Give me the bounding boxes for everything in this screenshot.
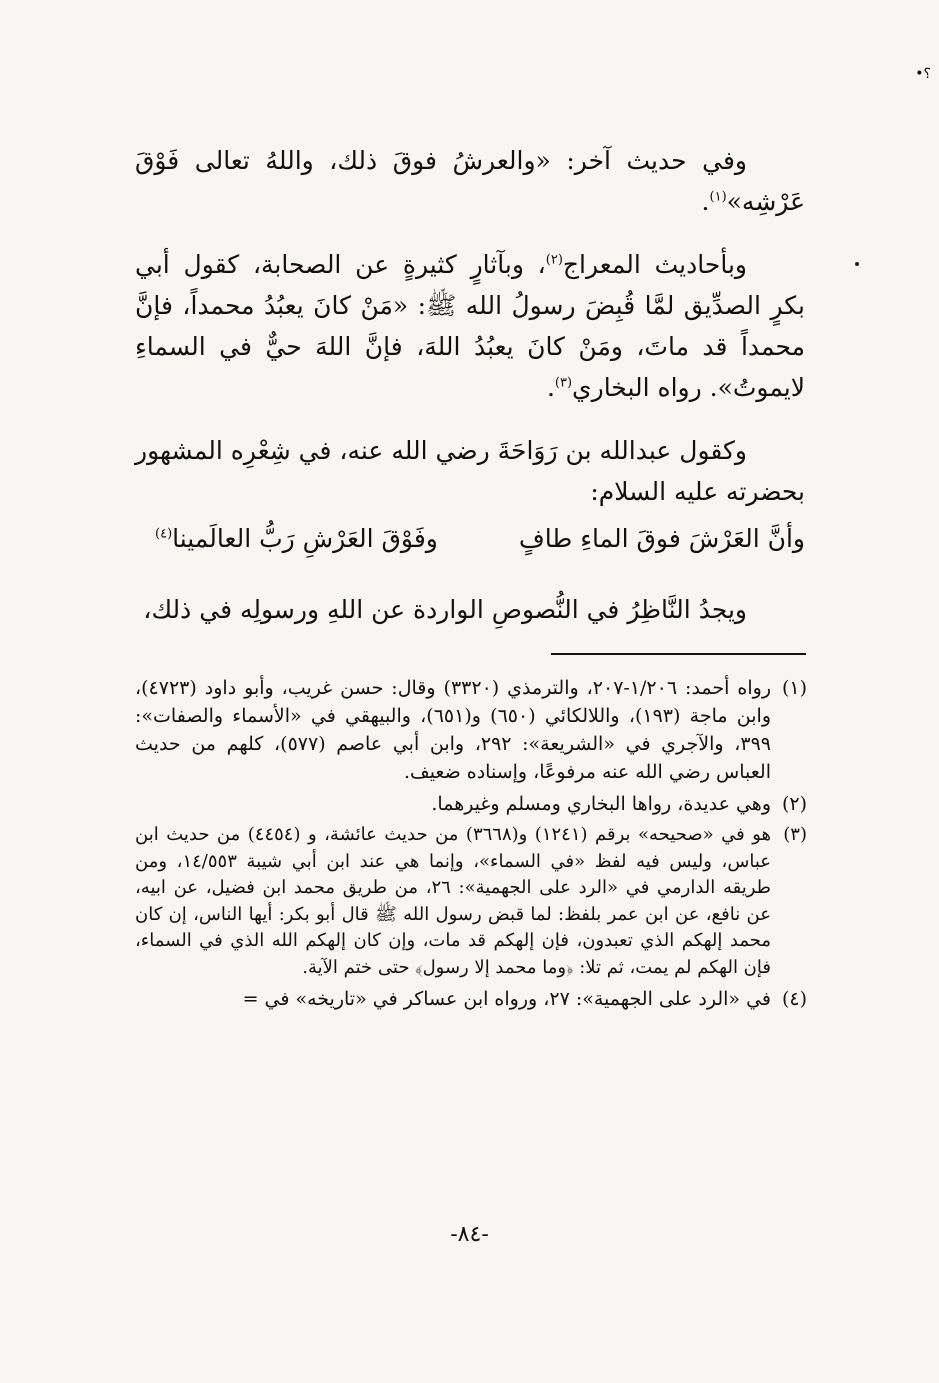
main-text xyxy=(135,140,805,652)
paragraph-2: وبأحاديث المعراج$^{(٢)}$، وبآثارٍ كثيرةٍ عن الصحابة، كقول أبي بكرٍ الصدِّيق لمَّا قُبِضَ رسولُ الله ﷺ: «مَنْ كانَ يعبُدُ محمداً، فإنَّ محمداً قد ماتَ، ومَنْ كانَ يعبُدُ اللهَ، فإنَّ اللهَ حيٌّ في السماءِ لايموتُ». رواه البخاري$^{(٣)}$. xyxy=(135,250,805,402)
footnote-ref-4[interactable]: (٤) xyxy=(155,526,173,542)
footnote-ref-1[interactable]: (١) xyxy=(709,189,727,205)
footnote-text: وهي عديدة، رواها البخاري ومسلم وغيرهما. xyxy=(431,793,771,815)
footnote-separator xyxy=(551,653,806,655)
footnote-1 xyxy=(135,674,807,786)
footnote-number: (٣) xyxy=(783,824,807,845)
footnote-number: (٢) xyxy=(781,793,807,815)
ink-speck xyxy=(855,262,859,266)
paragraph-4: ويجدُ النَّاظِرُ في النُّصوصِ الواردة عن اللهِ ورسولِه في ذلك، xyxy=(143,595,747,624)
page-number: -٨٤- xyxy=(450,1222,489,1247)
footnote-ref-3[interactable]: (٣) xyxy=(554,375,573,391)
paragraph-3: وكقول عبدالله بن رَوَاحَةَ رضي الله عنه، في شِعْرِه المشهور بحضرته عليه السلام: xyxy=(135,436,805,506)
corner-mark: ؟• xyxy=(915,66,931,82)
footnote-ref-2[interactable]: (٢) xyxy=(545,252,563,268)
paragraph-1: وفي حديث آخر: «والعرشُ فوقَ ذلك، واللهُ تعالى فَوْقَ عَرْشِه»$^{(١)}$. xyxy=(135,146,805,216)
footnote-2 xyxy=(135,790,807,818)
verse-hemistich-2: وفَوْقَ العَرْشِ رَبُّ العالَمينا$^{(٤)}$ xyxy=(155,524,438,553)
verse-hemistich-1: وأنَّ العَرْشَ فوقَ الماءِ طافٍ xyxy=(518,524,805,553)
footnote-text: في «الرد على الجهمية»: ٢٧، ورواه ابن عساكر في «تاريخه» في = xyxy=(242,988,771,1010)
poem-verse xyxy=(135,518,805,559)
footnote-number: (٤) xyxy=(781,988,807,1010)
footnotes xyxy=(135,674,807,1017)
footnote-3 xyxy=(135,822,807,981)
footnote-text: رواه أحمد: ١/٢٠٦-٢٠٧، والترمذي (٣٣٢٠) وقال: حسن غريب، وأبو داود (٤٧٢٣)، وابن ماجة (١٩٣)، واللالكائي (٦٥٠) و(٦٥١)، والبيهقي في «الأسماء والصفات»: ٣٩٩، والآجري في «الشريعة»: ٢٩٢، وابن أبي عاصم (٥٧٧)، كلهم من حديث العباس رضي الله عنه مرفوعًا، وإسناده ضعيف. xyxy=(135,677,771,783)
footnote-text: هو في «صحيحه» برقم (١٢٤١) و(٣٦٦٨) من حديث عائشة، و (٤٤٥٤) من حديث ابن عباس، وليس فيه لفظ «في السماء»، وإنما هي عند ابن أبي شيبة ١٤/٥٥٣، ومن طريقه الدارمي في «الرد على الجهمية»: ٢٦، من طريق محمد ابن فضيل، عن ابيه، عن نافع، عن ابن عمر بلفظ: لما قبض رسول الله ﷺ قال أبو بكر: أيها الناس، إن كان محمد إلهكم الذي تعبدون، فإن إلهكم قد مات، وإن كان إلهكم الله الذي في السماء، فإن الهكم لم يمت، ثم تلا: ﴿وما محمد إلا رسول﴾ حتى ختم الآية. xyxy=(135,824,771,978)
footnote-4 xyxy=(135,985,807,1013)
footnote-number: (١) xyxy=(781,677,807,699)
